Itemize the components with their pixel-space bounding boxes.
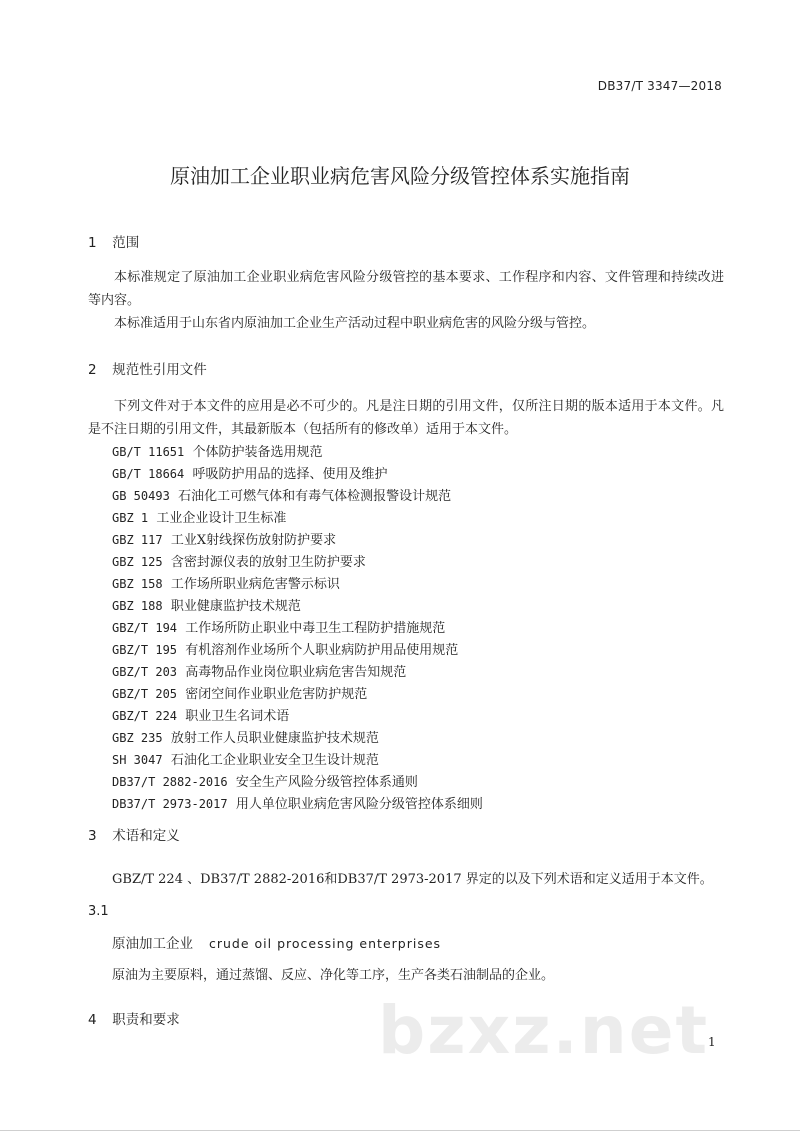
section-title: 职责和要求 — [112, 1012, 180, 1028]
document-title: 原油加工企业职业病危害风险分级管控体系实施指南 — [170, 164, 630, 188]
reference-item — [112, 551, 366, 570]
reference-code: GBZ/T 224 — [112, 709, 178, 723]
reference-item — [112, 529, 336, 548]
term-entry — [112, 932, 441, 952]
reference-title: 职业健康监护技术规范 — [170, 599, 301, 614]
reference-item — [112, 639, 458, 658]
reference-code: GBZ/T 203 — [112, 665, 178, 679]
reference-item — [112, 705, 289, 724]
reference-code: GBZ/T 195 — [112, 643, 178, 657]
reference-code: GBZ 125 — [112, 555, 163, 569]
section-3-intro: GBZ/T 224 、DB37/T 2882-2016和DB37/T 2973-2017 界定的以及下列术语和定义适用于本文件。 — [112, 872, 713, 887]
section-number: 3 — [88, 828, 97, 844]
reference-title: 放射工作人员职业健康监护技术规范 — [170, 731, 379, 746]
reference-code: GBZ 117 — [112, 533, 163, 547]
clause-number: 3.1 — [88, 904, 109, 919]
reference-code: GBZ 235 — [112, 731, 163, 745]
reference-title: 石油化工企业职业安全卫生设计规范 — [170, 753, 379, 768]
reference-title: 高毒物品作业岗位职业病危害告知规范 — [185, 665, 407, 680]
reference-title: 工业X射线探伤放射防护要求 — [170, 533, 337, 548]
reference-title: 有机溶剂作业场所个人职业病防护用品使用规范 — [185, 643, 459, 658]
reference-item — [112, 507, 286, 526]
reference-title: 含密封源仪表的放射卫生防护要求 — [170, 555, 366, 570]
section-number: 4 — [88, 1012, 97, 1028]
reference-item — [112, 793, 483, 812]
reference-item — [112, 617, 445, 636]
reference-code: GB/T 18664 — [112, 467, 185, 481]
reference-title: 用人单位职业病危害风险分级管控体系细则 — [235, 797, 483, 812]
reference-item — [112, 441, 323, 460]
reference-code: GBZ 1 — [112, 511, 149, 525]
reference-code: DB37/T 2882-2016 — [112, 775, 228, 789]
section-3-heading — [88, 824, 180, 844]
section-1-paragraph-1: 本标准规定了原油加工企业职业病危害风险分级管控的基本要求、工作程序和内容、文件管理和持续改进等内容。 — [88, 270, 724, 308]
reference-code: GBZ 188 — [112, 599, 163, 613]
reference-item — [112, 683, 367, 702]
reference-title: 呼吸防护用品的选择、使用及维护 — [192, 467, 388, 482]
reference-item — [112, 771, 418, 790]
section-number: 2 — [88, 362, 97, 378]
section-1-paragraph-2: 本标准适用于山东省内原油加工企业生产活动过程中职业病危害的风险分级与管控。 — [114, 316, 596, 331]
section-2-intro: 下列文件对于本文件的应用是必不可少的。凡是注日期的引用文件，仅所注日期的版本适用于本文件。凡是不注日期的引用文件，其最新版本（包括所有的修改单）适用于本文件。 — [88, 399, 724, 437]
page-bottom-divider — [0, 1130, 800, 1131]
reference-item — [112, 595, 301, 614]
reference-title: 石油化工可燃气体和有毒气体检测报警设计规范 — [178, 489, 452, 504]
reference-code: GB/T 11651 — [112, 445, 185, 459]
reference-code: SH 3047 — [112, 753, 163, 767]
reference-item — [112, 485, 451, 504]
reference-code: GBZ/T 194 — [112, 621, 178, 635]
standard-code: DB37/T 3347—2018 — [597, 79, 722, 93]
page-number: 1 — [708, 1035, 716, 1049]
section-1-heading — [88, 231, 139, 251]
reference-title: 工作场所职业病危害警示标识 — [170, 577, 340, 592]
reference-item — [112, 661, 406, 680]
section-number: 1 — [88, 235, 97, 251]
reference-item — [112, 749, 379, 768]
section-title: 范围 — [112, 235, 140, 251]
reference-code: DB37/T 2973-2017 — [112, 797, 228, 811]
term-chinese: 原油加工企业 — [112, 936, 193, 952]
reference-item — [112, 727, 379, 746]
reference-item — [112, 573, 340, 592]
reference-title: 安全生产风险分级管控体系通则 — [235, 775, 418, 790]
reference-code: GBZ/T 205 — [112, 687, 178, 701]
reference-title: 密闭空间作业职业危害防护规范 — [185, 687, 368, 702]
reference-title: 职业卫生名词术语 — [185, 709, 290, 724]
term-english: crude oil processing enterprises — [209, 936, 442, 951]
reference-title: 工作场所防止职业中毒卫生工程防护措施规范 — [185, 621, 446, 636]
reference-title: 个体防护装备选用规范 — [192, 445, 323, 460]
reference-item — [112, 463, 388, 482]
reference-code: GB 50493 — [112, 489, 170, 503]
reference-code: GBZ 158 — [112, 577, 163, 591]
section-title: 术语和定义 — [112, 828, 180, 844]
section-2-heading — [88, 358, 207, 378]
term-definition: 原油为主要原料，通过蒸馏、反应、净化等工序，生产各类石油制品的企业。 — [112, 968, 555, 983]
section-4-heading — [88, 1008, 180, 1028]
reference-title: 工业企业设计卫生标准 — [156, 511, 287, 526]
section-title: 规范性引用文件 — [112, 362, 207, 378]
watermark: bzxz.net — [378, 992, 710, 1069]
